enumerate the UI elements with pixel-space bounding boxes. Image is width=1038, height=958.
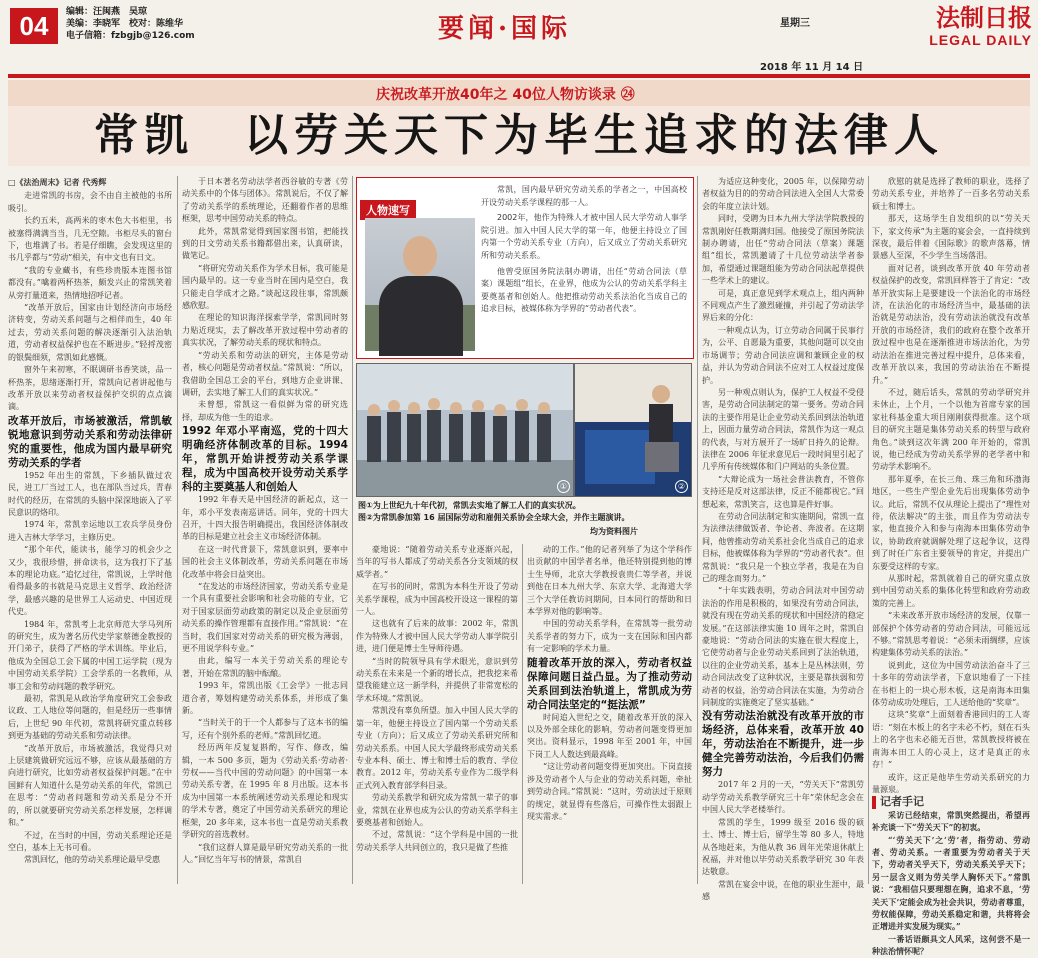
paragraph: 一种观点认为，订立劳动合同属于民事行为，公平、自愿最为重要，其他问题可以交由市场调节；劳动合同法应调和兼顾企业的权益，并认为劳动合同法不应对工人权益过度保护。 bbox=[702, 325, 864, 385]
paragraph: 在这一时代背景下，常凯意识到，要率中国的社会主义体制改革，劳动关系问题在市场化改革中将会日益突出。 bbox=[182, 544, 348, 579]
email-line: 电子信箱：fzbgjb@126.com bbox=[66, 31, 195, 41]
paragraph: 常凯在宴会中说，在他的职业生涯中，最感 bbox=[702, 879, 864, 902]
paragraph: 1993 年，常凯出版《工会学》一批志同道合者，筹划构建劳动关系体系，并形成了集新。 bbox=[182, 681, 348, 716]
paragraph: 在劳动合同法制定和实施期间，常凯一直为法律法律做饭者、争论者、奔波者。在这期间，他曾推动劳动关系社会化当成自己的追求目标，他被媒体称为学界的“劳动者代表”。但常凯说：“我只是一个独立学者，我是在为自己的理念而努力。” bbox=[702, 511, 864, 583]
paragraph: 1992 年春天是中国经济的新起点，这一年，邓小平发表南巡讲话。同年，党的十四大召开，十四大报告明确提出，我国经济体制改革的目标是建立社会主义市场经济体制。 bbox=[182, 495, 348, 542]
note-paragraph: 采访已经结束，常凯突然提出，希望再补充谈一下“劳关天下”的初衷。 bbox=[872, 809, 1030, 833]
article-column-4 bbox=[527, 544, 692, 884]
paragraph: 或许，这正是他毕生劳动关系研究的力量源泉。 bbox=[872, 772, 1030, 794]
editor-credits bbox=[66, 6, 195, 42]
profile-paragraph: 他曾受原国务院法制办聘请，出任“劳动合同法（草案）课题组”组长，在业界，他成为公认的劳动关系学科主要奠基者和创始人。他把推动劳动关系法治化当成自己的追求目标，被媒体称为学界的“劳动者代表”。 bbox=[481, 266, 687, 314]
subheading: 随着改革开放的深入，劳动者权益保障问题日益凸显。为了推动劳动关系回到法治轨道上，常凯成为劳动合同法坚定的“挺法派” bbox=[527, 656, 692, 711]
brand-name-en: LEGAL DAILY bbox=[929, 32, 1032, 48]
paragraph: 此外，常凯常觉得到国家图书馆，把能找到的日文劳动关系书籍都借出来，认真研读，做笔记。 bbox=[182, 226, 348, 261]
column-divider bbox=[177, 176, 178, 884]
paragraph: 动的工作。”他的记者列举了为这个学科作出贡献的中国学者名单，他还特别提到他的博士生导师，北京大学教授袁贵仁等学者，并说到他在日本九州大学、东京大学、北海道大学三个大学任教访问期间，日本同行的帮助和日本学界对他的影响等。 bbox=[527, 545, 692, 617]
paragraph: 常凯的学生，1999 级至 2016 级的硕士、博士、博士后，留学生等 80 多人，特地从各地赶来，为他从教 36 周年光荣退休献上祝福，并对他以毕劳动关系教学研究 30 年表达敬意。 bbox=[702, 817, 864, 877]
profile-box bbox=[356, 177, 694, 359]
portrait-photo bbox=[365, 218, 475, 351]
profile-paragraph: 常凯，国内最早研究劳动关系的学者之一，中国高校开设劳动关系学课程的那一人。 bbox=[481, 185, 687, 207]
paragraph: “我的专业藏书，有些珍贵版本连图书馆都没有。”噙着两杯热茶，颇发兴止的常凯笑着从旁打量道来，热情地招呼记者。 bbox=[8, 265, 172, 300]
caption-line: 图②为常凯参加第 16 届国际劳动和雇佣关系协会全球大会，并作主题演讲。 bbox=[358, 513, 630, 522]
paragraph: 为适应这种变化，2005 年，以保障劳动者权益为目的的劳动合同法进入全国人大常委会的年度立法计划。 bbox=[702, 177, 864, 211]
byline: □《法治周末》记者 代秀辉 bbox=[8, 177, 107, 187]
paragraph: “劳动关系和劳动法的研究，主体是劳动者，核心问题是劳动者权益。”常凯说：“所以，我借助全国总工会的平台，到地方企业讲课、调研，去实地了解工人们的真实状况。” bbox=[182, 350, 348, 397]
paragraph: 欣慰的就是选择了教师的职业，选择了劳动关系专业，并培养了一百多名劳动关系硕士和博士。 bbox=[872, 177, 1030, 211]
brand-logo bbox=[846, 4, 1032, 48]
paragraph: 从那时起，常凯就着自己的研究重点放到中国劳动关系的集体化转型和政府劳动政策的完善上。 bbox=[872, 574, 1030, 608]
paragraph: “十年实践表明，劳动合同法对中国劳动法治的作用是积极的，如果没有劳动合同法，就没有现在劳动关系的现状和中国经济的稳定发展。”在这部法律实施 10 周年之时，常凯自豪地说：“劳动合同法的实施在很大程度上，它使劳动者与企业劳动关系回到了法治轨道，以往的企业劳动关系，基本上是丛林法则，劳动合同法改变了这种状况，主要是靠扶弱和劳动者的权益，治劳动合同法在实施，为劳动合同制度的实施奠定了坚实基础。” bbox=[702, 586, 864, 708]
paragraph: “改革开放后，市场被激活，我觉得只对上层建筑做研究远远不够，应该从最基础的方向进行研究，比如劳动者权益保护问题。”在中国鲜有人知道什么是劳动关系的年代，常凯已在思考：“劳动者问题和劳动关系是分不开的，所以就要研究劳动关系怎样发展，怎样调和。” bbox=[8, 743, 172, 828]
paragraph: “我们这群人算是最早研究劳动关系的一批人。”回忆当年写书的情景，常凯自 bbox=[182, 842, 348, 864]
paragraph: 最初，常凯是从政治学角度研究工会参政议政、工人地位等问题的，但是经历一些事情后，上世纪 90 年代初，常凯将研究重点转移到更为基础的劳动关系和劳动法律。 bbox=[8, 694, 172, 741]
article-column-2 bbox=[182, 176, 348, 884]
paragraph: 常凯没有辜负所望。加入中国人民大学的第一年，他便主持设立了国内第一个劳动关系专业（方向）；后又成立了劳动关系研究所和劳动关系系。中国人民大学最终形成劳动关系专业本科、硕士、博士和博士后的教育、学位教育。2012 年，劳动关系专业作为二级学科正式列入教育部学科目录。 bbox=[356, 706, 518, 790]
paragraph: 长约五米，高两米的枣木色大书柜里，书被塞得满满当当，几无空隙。书柜尽头的窗台下，也堆满了书。若是仔细瞧，会发现这里的书几乎都与“劳动”相关，有中文也有日文。 bbox=[8, 216, 172, 263]
article-column-6 bbox=[872, 176, 1030, 957]
paragraph: “未来改革开放市场经济的发展，仅靠一部保护个体劳动者的劳动合同法，可能远远不够。”常凯思考着说：“必须未雨绸缪，应该构建集体劳动关系的法治。” bbox=[872, 611, 1030, 658]
caption-line: 图①为上世纪九十年代初，常凯去实地了解工人们的真实状况。 bbox=[358, 501, 581, 510]
section-title: 要闻·国际 bbox=[438, 14, 572, 44]
paragraph: 中国的劳动关系学科，在常凯等一批劳动关系学者的努力下，成为一支在国际和国内都有一定影响的学术力量。 bbox=[527, 619, 692, 654]
paragraph: 走进常凯的书房，会不由自主被他的书所吸引。 bbox=[8, 191, 172, 213]
subheading: 没有劳动法治就没有改革开放的市场经济，总体来看，改革开放 40 年，劳动法治在不断提升，进一步健全完善劳动法治，今后我们仍需努力 bbox=[702, 710, 864, 779]
editor-line: 编辑：汪闽燕 吴琼 bbox=[66, 7, 148, 17]
paragraph: 由此，编写一本关于劳动关系的理论专著，开始在常凯的脑中酝酿。 bbox=[182, 656, 348, 678]
note-title: 记者手记 bbox=[872, 796, 1030, 808]
paragraph: 常凯回忆，他的劳动关系理论最早受惠 bbox=[24, 855, 160, 865]
paragraph: 1984 年，常凯考上北京师范大学马列所的研究生，成为著名历代史学家蔡德金教授的开门弟子，获得了严格的学术训练。毕业后，他成为全国总工会下属的中国工运学院（现为中国劳动关系学院）工会学系的一名教师，从事工会和劳动问题的教学研究。 bbox=[8, 619, 172, 691]
paragraph: “将研究劳动关系作为学术目标，我可能是国内最早的。这一专业当时在国内是空白，我只能走自学成才之路。”谈起这段往事，常凯颇感欣慰。 bbox=[182, 263, 348, 311]
column-divider bbox=[352, 176, 353, 884]
paragraph: 可是，真正意见到学术观点上，组内两种不同观点产生了激烈碰撞，并引起了劳动法学界后来的分化： bbox=[702, 288, 864, 323]
article-column-5 bbox=[702, 176, 864, 902]
paragraph: “当时关于的于一个人都参与了这本书的编写，还有个别外系的老师。”常凯回忆道。 bbox=[182, 718, 348, 740]
series-kicker: 庆祝改革开放40年之 40位人物访谈录 ㉔ bbox=[376, 87, 635, 103]
profile-paragraph: 2002年，他作为特殊人才被中国人民大学劳动人事学院引进。加入中国人民大学的第一年，他便主持设立了国内第一个劳动关系专业（方向），后又成立了劳动关系研究所和劳动关系系。 bbox=[481, 213, 687, 260]
photo-credit: 均为资料图片 bbox=[590, 527, 638, 536]
note-paragraph: “‘劳关天下’之‘劳’者，指劳动、劳动者、劳动关系。一者重要为劳动者关于天下，劳动者关乎天下，劳动关系关乎天下；另一层含义则为劳关学人胸怀天下。”常凯说：“我相信只要理想在胸，追求不息，‘劳关天下’定能会成为社会共识，劳动者尊重，劳权能保障，劳动关系稳定和谐，共将将会正增进并实发展为现实。” bbox=[872, 834, 1030, 932]
paragraph: 劳动关系教学和研究成为常凯一辈子的事业，常凯在业界也成为公认的劳动关系学科主要奠基者和创始人。 bbox=[356, 793, 518, 827]
column-divider bbox=[697, 176, 698, 884]
paragraph: 那年夏季，在长三角、珠三角和环渤海地区，一些生产型企业先后出现集体劳动争议。此后，常凯不仅从理论上提出了“理性对待，依法解决”的主张，而且作为劳动法专家，他直接介入和参与南海本田集体劳动争议，协助政府就调解处理了这起争议，这得到了时任广东省主要领导的肯定，并提出广东要受这样的专家。 bbox=[872, 474, 1030, 571]
subheading: 1992 年邓小平南巡，党的十四大明确经济体制改革的目标。1994 年，常凯开始讲授劳动关系学课程，成为中国高校开设劳动关系学科的主要奠基人和创始人 bbox=[182, 425, 348, 494]
paragraph: “当时的院领导具有学术眼光，意识到劳动关系在未来是一个新的增长点，把我挖来希望我能建立这一新学科，并提供了非常宽松的学术环境。”常凯说。 bbox=[356, 656, 518, 703]
paragraph: 在写书的同时，常凯为本科生开设了劳动关系学课程，成为中国高校开设这一课程的第一人。 bbox=[356, 582, 518, 617]
photo-lecture bbox=[574, 363, 692, 497]
masthead-rule bbox=[8, 74, 1030, 78]
photo-badge-1: ① bbox=[557, 480, 570, 493]
paragraph: 说到此，这位为中国劳动法治奋斗了三十多年的劳动法学者，下意识地看了一下挂在书柜上的一块心形木板，这是南海本田集体劳动成功处理后，工人送给他的“奖章”。 bbox=[872, 660, 1030, 708]
paragraph: 这块“奖章”上面刻着香港回归的工人寄语：“刻在木板上的名字未必不朽，刻在石头上的名字也未必能无百世，常凯教授将被在南海本田工人的心灵上，这才是真正的永存！” bbox=[872, 710, 1030, 770]
article-column-1 bbox=[8, 176, 172, 884]
profile-text bbox=[481, 184, 687, 319]
paragraph: 那天，这场学生自发组织的以“劳关天下，家文传承”为主题的宴会会，一直持续到深夜，最后伴着《国际歌》的歌声落幕，情景感人至深，不少学生当场落泪。 bbox=[872, 214, 1030, 261]
headline: 常凯 以劳关天下为毕生追求的法律人 bbox=[94, 110, 944, 161]
designer-line: 美编：李晓军 校对：陈维华 bbox=[66, 19, 184, 29]
photo-lecture-illustration bbox=[575, 364, 691, 496]
brand-name: 法制日报 bbox=[936, 3, 1032, 32]
paragraph: “在发达的市场经济国家，劳动关系专业是一个具有重要社会影响和社会功能的专业，它对于国家层面劳动政策的制定以及企业层面劳动关系的操作管理都有直接作用。”常凯说：“在当时，我们国家对劳动关系的研究极为薄弱，更不用说学科专业。” bbox=[182, 581, 348, 653]
paragraph: 面对记者，谈到改革开放 40 年劳动者权益保护的改变，常凯回样答于了肯定：“改革开放实际上是要建设一个法治化的市场经济，在法治化的市场经济当中，最基础的法治就是劳动法治，没有劳动法治就没有改革开放的市场经济，我们的政府在整个改革开放过程中也是在逐渐推进市场法治化，为劳动法治在推进完善过程中提升，总体来看，改革开放以来，我国的劳动法治在不断提升。” bbox=[872, 263, 1030, 385]
paragraph: “那个年代，能读书，能学习的机会少之又少，我很珍惜，拼命读书，这为我打下了基本的理论功底。”追忆过往，常凯说，上学时他看得最多的书就是马克思主义哲学、政治经济学，最感兴趣的是世界工人运动史、中国近现代史。 bbox=[8, 545, 172, 617]
paragraph: 另一种观点则认为，保护工人权益不受侵害，是劳动合同法制定的第一要务。劳动合同法的主要作用是让企业劳动关系回到法治轨道上，因面力量劳动合同法，常凯作为这一观点的代表，与对方展开了一场旷日持久的论辩。法律在 2006 年征求意见后一段时间里引起了几乎所有传统媒体和门户网站的头条位置。 bbox=[702, 387, 864, 472]
page-number: 04 bbox=[10, 8, 58, 44]
paragraph: 不过，随后话头，常凯的劳动学研究并未休止，上个月，一个以他为首席专家的国家社科基金重大项目刚刚获得批准。这个项目的研究主题是集体劳动关系的转型与政府角色。”谈到这次年满 200 年开始的，常凯说，他已经成为劳动关系学界的老学者中和劳动学术影响不。 bbox=[872, 387, 1030, 472]
paragraph: 豪地说：“随着劳动关系专业逐渐兴起，当年的写书人都成了劳动关系各分支领域的权威学者。” bbox=[356, 545, 518, 579]
paragraph: 在理论的知识海洋探索学学，常凯同时努力贴近现实，去了解改革开放过程中劳动者的真实状况，了解劳动关系的现状和特点。 bbox=[182, 313, 348, 348]
paragraph: 1974 年，常凯幸运地以工农兵学员身份进入吉林大学学习，主修历史。 bbox=[8, 520, 172, 542]
paragraph: 窗外午来初寒，不眠调研书香笑谈，品一杯热茶，思绪逐渐打开，常凯向记者讲起他与改革开放以来劳动者权益保护交织的点点滴滴。 bbox=[8, 365, 172, 412]
paragraph: 经历两年反复复斟酌，写作、修改，编辑，一本 500 多页，题为《劳动关系·劳动者·劳权——当代中国的劳动问题》的中国第一本劳动关系专著，在 1995 年 8 月出版。这本书成为中国第一本系统阐述劳动关系理论和现实的学术专著，奠定了中国劳动关系研究的理论框架，20 多年来，这本书也一直是劳动关系教学研究的首选教材。 bbox=[182, 743, 348, 840]
reporter-note bbox=[872, 796, 1030, 957]
photo-workers bbox=[356, 363, 574, 497]
paragraph: “这让劳动者问题变得更加突出。下岗直接涉及劳动者个人与企业的劳动关系问题，牵扯到劳动合同。”常凯说：“这时，劳动法过于原则的规定，就显得有些落后，可操作性太弱跟上现实需求。” bbox=[527, 762, 692, 821]
photo-badge-2: ② bbox=[675, 480, 688, 493]
paragraph: 未曾想，常凯这一看似鲜为常的研究选择，却成为他一生的追求。 bbox=[182, 400, 348, 422]
photo-workers-illustration bbox=[357, 364, 573, 496]
photo-caption bbox=[358, 500, 688, 524]
profile-tag: 人物速写 bbox=[360, 200, 416, 220]
headline-band bbox=[8, 106, 1030, 166]
paragraph: 不过，在当时的中国，劳动关系理论还是空白，基本上无书可看。 bbox=[8, 830, 172, 852]
paragraph: 2017 年 2 月的一天，“劳关天下”常凯劳动学劳动关系教学研究三十年”荣休纪念会在中国人民大学老楼举行。 bbox=[702, 780, 864, 815]
subheading: 改革开放后，市场被激活，常凯敏锐地意识到劳动关系和劳动法律研究的重要性，他成为国内最早研究劳动关系的学者 bbox=[8, 414, 172, 469]
column-divider bbox=[522, 544, 523, 884]
paragraph: 时间追入世纪之交，随着改革开放的深入以及外部全球化的影响，劳动者问题变得更加突出。资料显示，1998 年至 2001 年，中国下岗工人人数达到最高峰。 bbox=[527, 712, 692, 759]
paragraph: “改革开放后，国家由计划经济向市场经济转变，劳动关系问题与之相伴而生，40 年过去，劳动关系问题的解决逐渐引入法治轨道，劳动者权益保护也在不断进步。”轻捋茂密的银鬓细须，常凯如此感慨。 bbox=[8, 303, 172, 362]
paragraph: 不过，常凯说：“这个学科是中国的一批劳动关系学人共同创立的，我只是做了些推 bbox=[356, 830, 518, 852]
article-column-3 bbox=[356, 544, 518, 884]
paragraph: 1952 年出生的常凯，下乡插队做过农民，进工厂当过工人，也在部队当过兵，青春时代的经历，在常凯的头脑中深深地嵌入了平民意识的烙印。 bbox=[8, 470, 172, 517]
paragraph: 同时，受聘为日本九州大学法学院教授的常凯刚好任教期满归国。他接受了原国务院法制办聘请，出任“劳动合同法（草案）课题组”组长，常凯邀请了十几位劳动法学者参加，希望通过课题组能为劳动合同法起草提供一些学术上的建议。 bbox=[702, 214, 864, 286]
paragraph: 这也就有了后来的故事：2002 年，常凯作为特殊人才被中国人民大学劳动人事学院引进，进门便是博士生导师待遇。 bbox=[356, 619, 518, 654]
note-paragraph: 一番话语颇具文人风采，这何尝不是一种法治情怀呢？ bbox=[872, 933, 1030, 957]
column-divider bbox=[868, 176, 869, 884]
paragraph: “大辩论成为一场社会普法教育，不管你支持还是反对这部法律，反正不能都视它。”回想起来，常凯笑言，这也算是件好事。 bbox=[702, 474, 864, 509]
issue-date: 2018 年 11 月 14 日 bbox=[760, 62, 864, 73]
weekday: 星期三 bbox=[780, 18, 810, 29]
paragraph: 于日本著名劳动法学者西谷敏的专著《劳动关系中的个体与团体》。常凯说后，不仅了解了劳动关系学的系统理论，还翻着作者的思维框架，思考中国劳动关系的特点。 bbox=[182, 177, 348, 224]
